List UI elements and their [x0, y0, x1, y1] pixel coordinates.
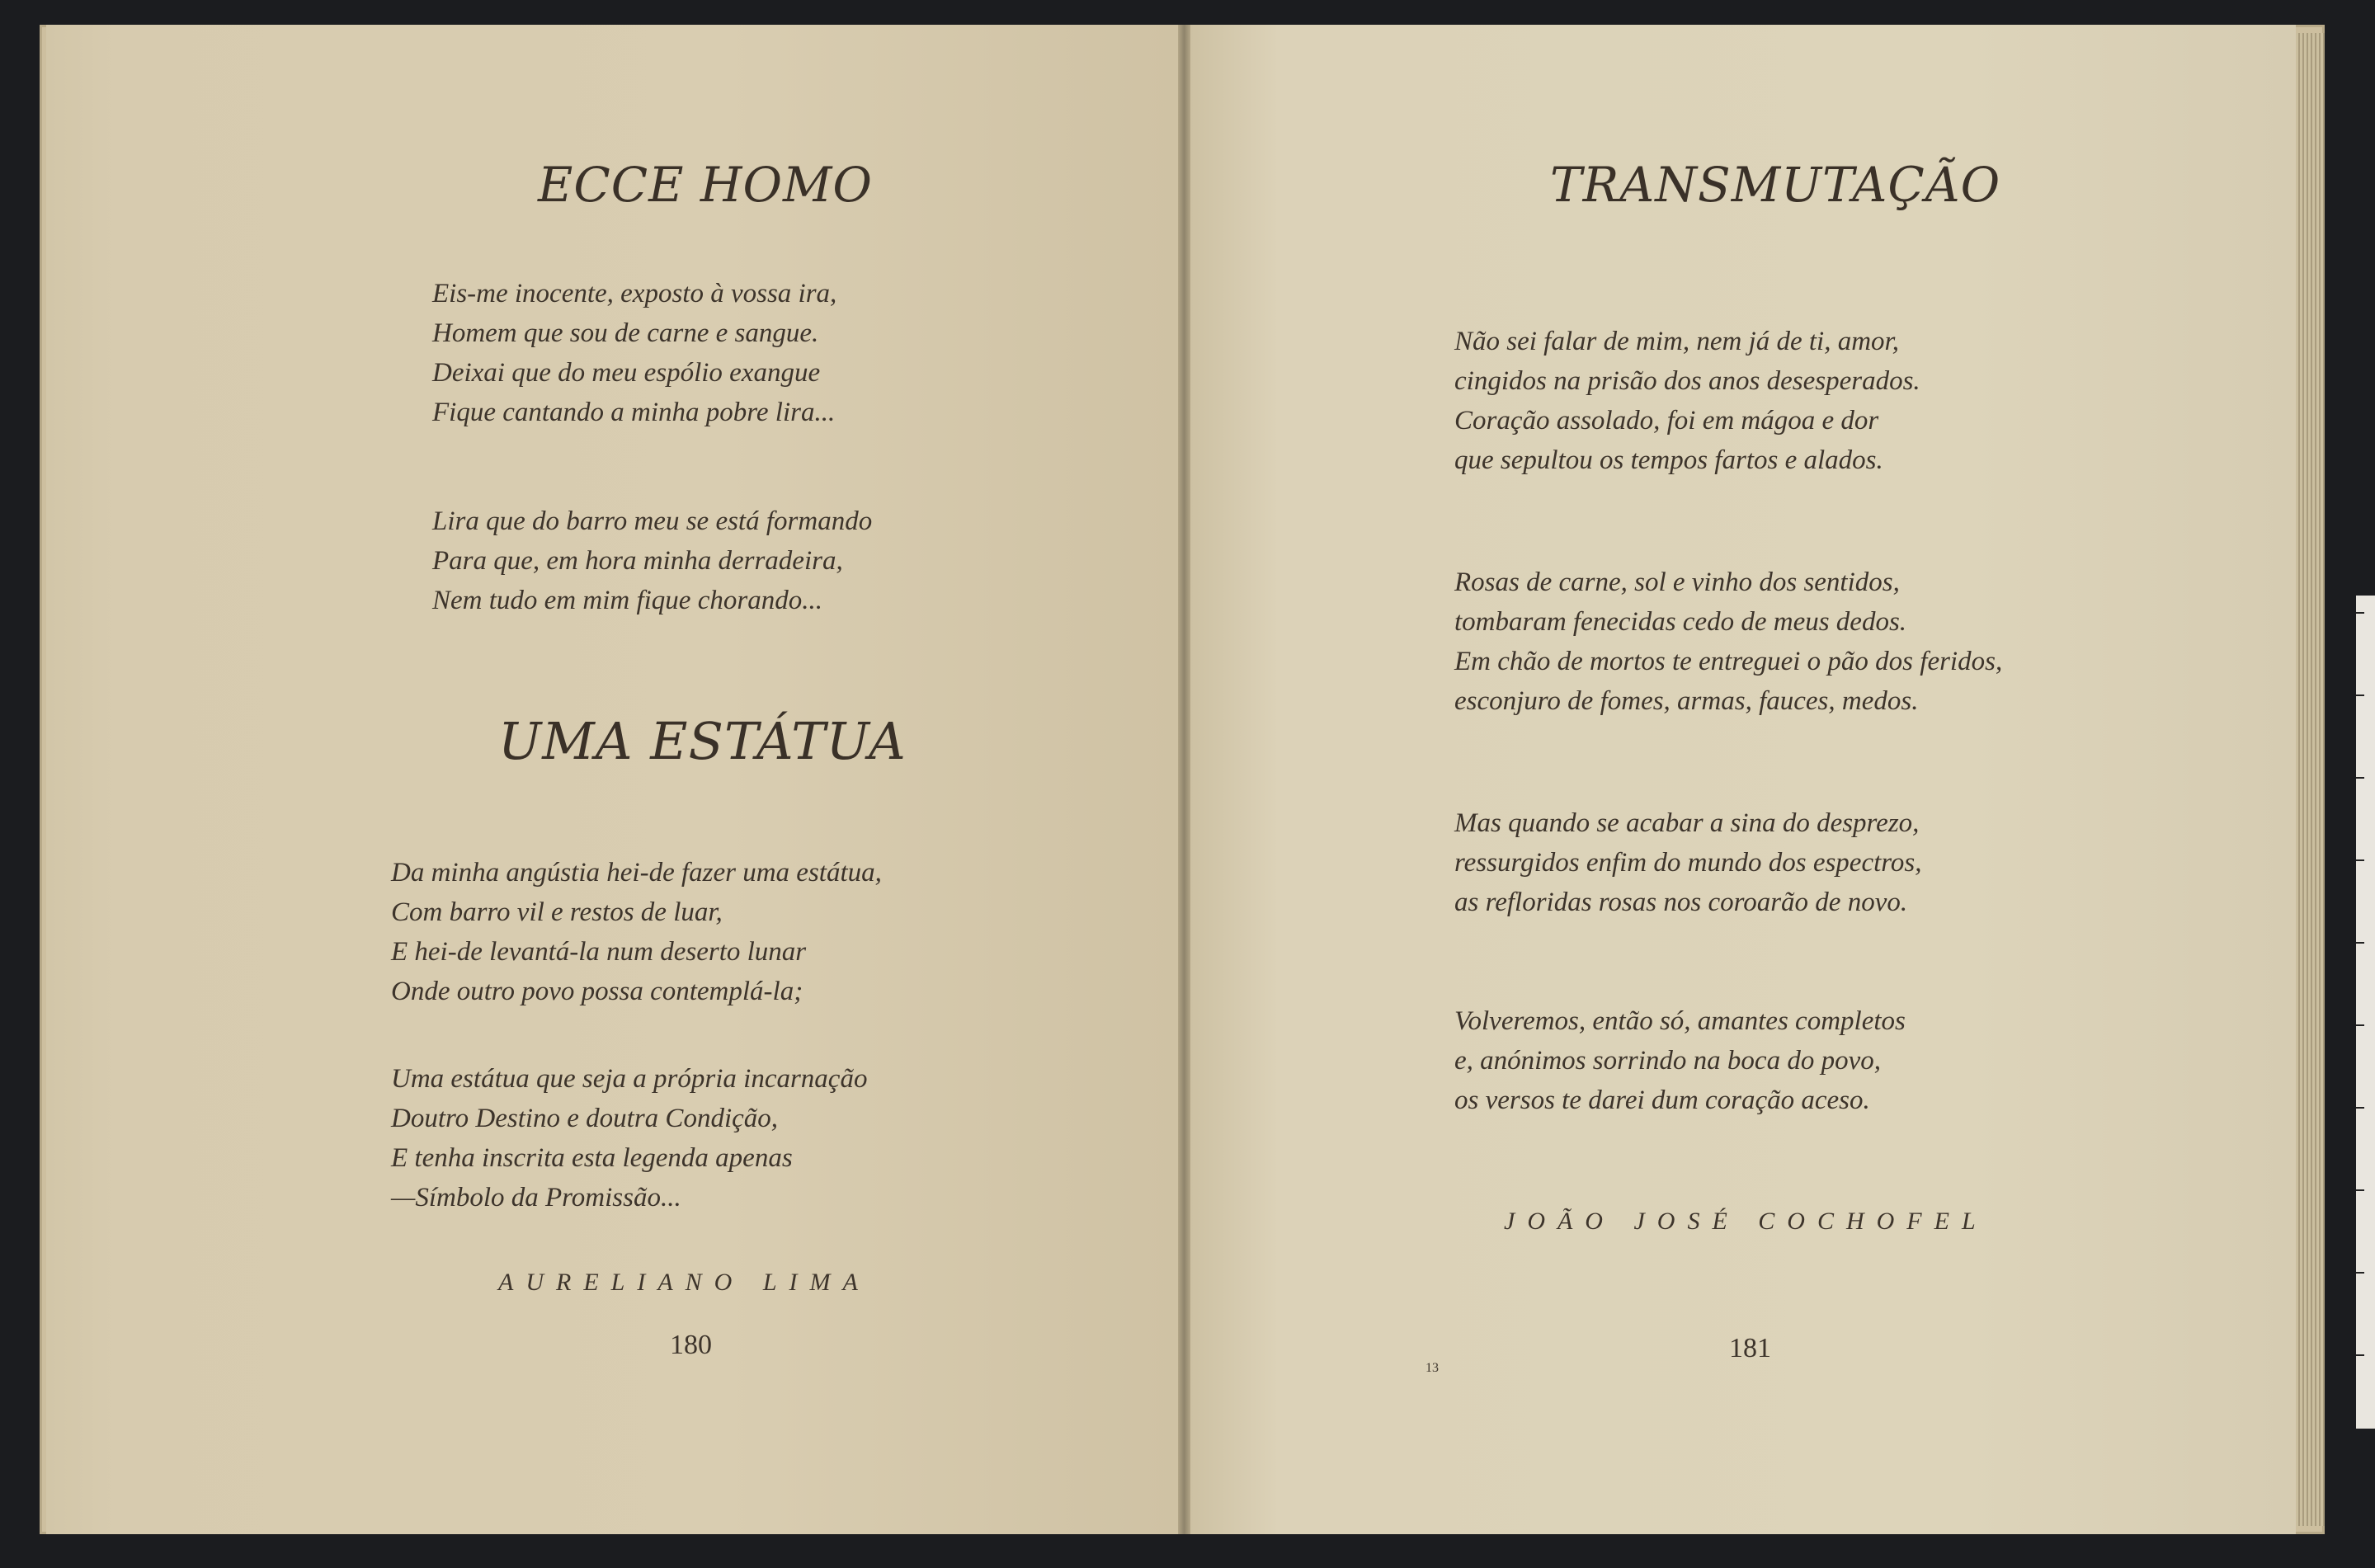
verse-line: cingidos na prisão dos anos desesperados. [1454, 366, 1920, 396]
verse-line: Lira que do barro meu se está formando [432, 506, 873, 536]
verse-line: os versos te darei dum coração aceso. [1454, 1085, 1870, 1115]
poem-uma-estatua-stanza-1 [391, 853, 882, 1011]
open-book [40, 25, 2325, 1534]
verse-line: Coração assolado, foi em mágoa e dor [1454, 406, 1879, 436]
verse-line: Doutro Destino e doutra Condição, [391, 1104, 779, 1133]
verse-line: Deixai que do meu espólio exangue [432, 358, 821, 388]
verse-line: que sepultou os tempos fartos e alados. [1454, 445, 1883, 475]
poem-ecce-homo-stanza-1 [432, 274, 836, 432]
verse-line: Rosas de carne, sol e vinho dos sentidos, [1454, 567, 1900, 597]
left-page [46, 25, 1178, 1534]
verse-line: —Símbolo da Promissão... [391, 1183, 681, 1212]
poem-transmutacao-stanza-2 [1454, 563, 2002, 721]
verse-line: Não sei falar de mim, nem já de ti, amor, [1454, 327, 1899, 356]
verse-line: Homem que sou de carne e sangue. [432, 318, 819, 348]
verse-line: Uma estátua que seja a própria incarnação [391, 1064, 868, 1094]
verse-line: Com barro vil e restos de luar, [391, 897, 723, 927]
verse-line: Eis-me inocente, exposto à vossa ira, [432, 279, 837, 308]
verse-line: tombaram fenecidas cedo de meus dedos. [1454, 607, 1907, 637]
verse-line: Nem tudo em mim fique chorando... [432, 586, 822, 615]
poem-transmutacao-stanza-1 [1454, 322, 1920, 480]
verse-line: E tenha inscrita esta legenda apenas [391, 1143, 793, 1173]
poem-title-transmutacao: TRANSMUTAÇÃO [1550, 157, 2001, 213]
page-edges [2296, 33, 2325, 1526]
verse-line: Onde outro povo possa contemplá-la; [391, 977, 803, 1006]
verse-line: Em chão de mortos te entreguei o pão dos feridos, [1454, 647, 2003, 676]
poem-uma-estatua-stanza-2 [391, 1059, 867, 1217]
verse-line: as refloridas rosas nos coroarão de novo. [1454, 888, 1908, 917]
author-name: AURELIANO LIMA [498, 1269, 870, 1296]
verse-line: Mas quando se acabar a sina do desprezo, [1454, 808, 1920, 838]
verse-line: e, anónimos sorrindo na boca do povo, [1454, 1046, 1881, 1076]
poem-transmutacao-stanza-4 [1454, 1001, 1906, 1120]
right-page [1190, 25, 2296, 1534]
author-name: JOÃO JOSÉ COCHOFEL [1504, 1208, 1988, 1235]
printer-signature-mark: 13 [1425, 1361, 1439, 1375]
verse-line: E hei-de levantá-la num deserto lunar [391, 937, 807, 967]
verse-line: Volveremos, então só, amantes completos [1454, 1006, 1906, 1036]
verse-line: Da minha angústia hei-de fazer uma estátua, [391, 858, 882, 888]
poem-transmutacao-stanza-3 [1454, 803, 1921, 922]
poem-title-ecce-homo: ECCE HOMO [538, 157, 873, 213]
page-number: 180 [670, 1330, 712, 1360]
poem-title-uma-estatua: UMA ESTÁTUA [498, 711, 907, 771]
book-gutter [1178, 25, 1190, 1534]
verse-line: Para que, em hora minha derradeira, [432, 546, 843, 576]
verse-line: esconjuro de fomes, armas, fauces, medos. [1454, 686, 1919, 716]
page-number: 181 [1729, 1333, 1771, 1363]
measurement-ruler [2356, 596, 2375, 1429]
poem-ecce-homo-stanza-2 [432, 501, 872, 620]
verse-line: ressurgidos enfim do mundo dos espectros, [1454, 848, 1922, 878]
verse-line: Fique cantando a minha pobre lira... [432, 398, 836, 427]
